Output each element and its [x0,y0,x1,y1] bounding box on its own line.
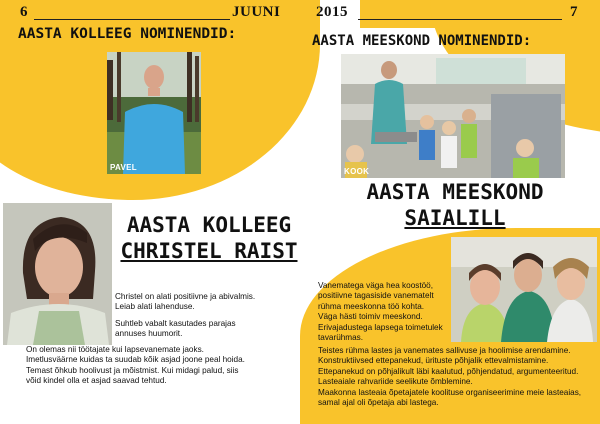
winner-photo-christel [3,203,112,345]
text-line: võid kindel olla et asjad saavad tehtud. [26,376,167,386]
pavel-photo-caption: PAVEL [110,163,137,172]
header-month: JUUNI [232,4,281,20]
text-line: positiivne tagasiside vanematelt [318,291,434,301]
kitchen-photo-caption: KOOK [344,167,370,176]
text-line: rühma meeskonna töö kohta. [318,301,425,311]
text-line: Imetlusväärne kuidas ta suudab kõik asjad joone peal hoida. [26,355,245,365]
header-year: 2015 [316,4,348,20]
page-number-right: 7 [570,4,578,20]
team-winner-paragraph-short [318,281,443,343]
colleague-nominees-heading: AASTA KOLLEEG NOMINENDID: [18,26,237,42]
pavel-portrait-image [107,52,201,174]
kitchen-scene-image [341,54,565,178]
colleague-winner-title [114,212,304,264]
text-line: On olemas nii töötajate kui lapsevanemate jaoks. [26,345,204,354]
text-line: annuses huumorit. [115,329,183,339]
colleague-winner-paragraph1 [115,292,255,313]
team-winner-title-line1: AASTA MEESKOND [366,180,544,204]
text-line: Christel on alati positiivne ja abivalmis. [115,292,256,301]
colleague-winner-paragraph3 [26,345,245,387]
team-winner-title-line2: SAIALILL [404,206,506,230]
text-line: Erivajadustega lapsega toimetulek [318,322,443,332]
text-line: samal ajal oli õpetaja abi lastega. [318,398,439,408]
colleague-winner-title-line1: AASTA KOLLEEG [126,213,292,237]
team-winner-title [340,179,570,231]
page-number-left: 6 [20,4,28,20]
team-portrait-image [451,237,597,342]
text-line: Ettepanekud on põhjalikult läbi kaalutud, põhjendatud, argumenteeritud. [318,366,579,376]
nominee-photo-kitchen [341,54,565,178]
text-line: Suhtleb vabalt kasutades parajas [115,319,236,328]
text-line: Temast õhkub hoolivust ja mõistmist. Kui midagi palud, siis [26,365,239,375]
text-line: Maakonna lasteaia õpetajatele koolituse organiseerimine meie lasteaias, [318,387,582,397]
text-line: Vanematega väga hea koostöö, [318,281,434,290]
text-line: Väga hästi toimiv meeskond. [318,312,423,322]
team-winner-paragraph-long [318,346,581,408]
winner-photo-team [451,237,597,342]
text-line: Lasteaiale rahvariide seelikute õmblemine. [318,377,473,387]
text-line: tavarühmas. [318,333,364,343]
text-line: Leiab alati lahenduse. [115,302,195,312]
colleague-winner-title-line2: CHRISTEL RAIST [120,239,298,263]
team-nominees-heading: AASTA MEESKOND NOMINENDID: [312,33,532,49]
nominee-photo-pavel [107,52,201,174]
header-rule-right [358,19,562,20]
colleague-winner-paragraph2 [115,319,236,340]
christel-portrait-image [3,203,112,345]
text-line: Teistes rühma lastes ja vanemates sallivuse ja hoolimise arendamine. [318,346,571,355]
header-rule-left [34,19,230,20]
text-line: Konstruktiivsed ettepanekud, ürituste põhjalik ettevalmistamine. [318,356,549,366]
